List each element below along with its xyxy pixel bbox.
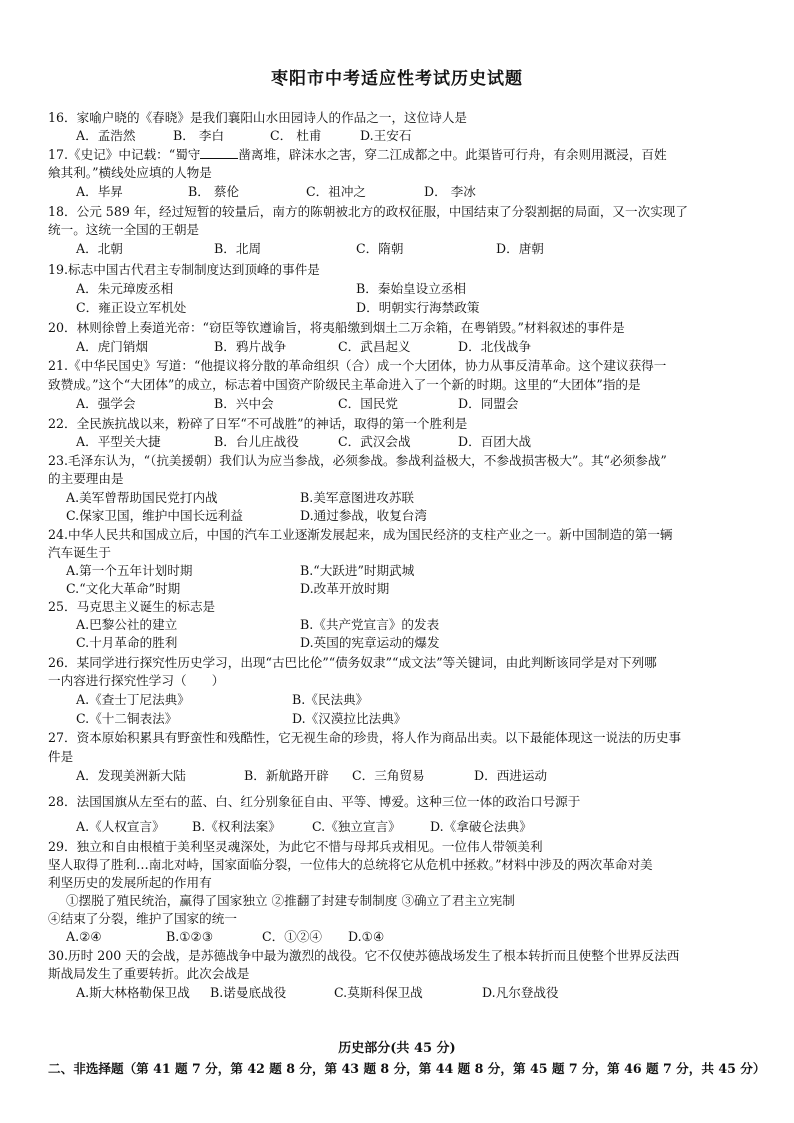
option-a: A.第一个五年计划时期: [66, 563, 193, 578]
option-d: D.凡尔登战役: [482, 985, 559, 1000]
option-b: B．兴中会: [214, 396, 274, 411]
option-c: C．雍正设立军机处: [76, 300, 187, 315]
option-c: C.保家卫国，维护中国长远利益: [66, 508, 243, 523]
question-22-stem: 22．全民族抗战以来，粉碎了日军“不可战胜”的神话，取得的第一个胜利是: [48, 416, 468, 431]
question-21-line-1: 21.《中华民国史》写道：“他提议将分散的革命组织（合）成一个大团体，协力从事反清革命。这个建议获得一: [48, 358, 667, 373]
option-c: C．祖冲之: [306, 184, 367, 199]
section-title: 二、非选择题（第 41 题 7 分，第 42 题 8 分，第 43 题 8 分，第 44 题 8 分，第 45 题 7 分，第 46 题 7 分，共 45 分）: [48, 1061, 766, 1076]
option-d: D．西进运动: [474, 768, 548, 783]
question-29-line-5: ④结束了分裂，维护了国家的统一: [48, 911, 237, 926]
option-d: D.改革开放时期: [300, 581, 390, 596]
question-27-line-2: 件是: [48, 749, 74, 764]
question-28-stem: 28．法国国旗从左至右的蓝、白、红分别象征自由、平等、博爱。这种三位一体的政治口号源于: [48, 794, 581, 809]
option-c: C．国民党: [338, 396, 399, 411]
option-a: A.②④: [66, 929, 102, 944]
question-27-line-1: 27．资本原始积累具有野蛮性和残酷性，它无视生命的珍贵，将人作为商品出卖。以下最能体现这一说法的历史事: [48, 730, 682, 745]
question-16-stem: 16．家喻户晓的《春晓》是我们襄阳山水田园诗人的作品之一，这位诗人是: [48, 110, 468, 125]
option-b: B.美军意图进攻苏联: [300, 490, 415, 505]
option-b: B．台儿庄战役: [214, 434, 299, 449]
option-d: D.王安石: [360, 128, 412, 143]
option-a: A．虎门销烟: [76, 339, 149, 354]
section-heading: 历史部分(共 45 分): [338, 1041, 456, 1056]
option-a: A.斯大林格勒保卫战: [76, 985, 190, 1000]
question-18-line-2: 统一。这统一全国的王朝是: [48, 222, 200, 237]
option-d: D.通过参战，收复台湾: [300, 508, 427, 523]
option-a: A．朱元璋废丞相: [76, 281, 174, 296]
question-21-line-2: 致赞成。”这个“大团体”的成立，标志着中国资产阶级民主革命进入了一个新的时期。这里的“大团体”指的是: [48, 377, 641, 392]
option-d: D． 李冰: [424, 184, 476, 199]
option-d: D.①④: [348, 929, 385, 944]
option-a: A.《查士丁尼法典》: [76, 692, 190, 707]
option-a: A．强学会: [76, 396, 136, 411]
option-b: B.《民法典》: [292, 692, 369, 707]
question-29-line-4: ①摆脱了殖民统治，赢得了国家独立 ②推翻了封建专制制度 ③确立了君主立宪制: [66, 893, 515, 908]
question-23-line-1: 23.毛泽东认为，“（抗美援朝）我们认为应当参战，必须参战。参战利益极大，不参战损害极大”。其“必须参战”: [48, 453, 667, 468]
option-b: B.诺曼底战役: [210, 985, 287, 1000]
question-24-line-1: 24.中华人民共和国成立后，中国的汽车工业逐渐发展起来，成为国民经济的支柱产业之一。新中国制造的第一辆: [48, 527, 673, 542]
question-29-line-3: 利坚历史的发展所起的作用有: [48, 875, 212, 890]
option-a: A．毕昇: [76, 184, 123, 199]
option-b: B.“大跃进”时期武城: [300, 563, 415, 578]
option-a: A.巴黎公社的建立: [76, 617, 178, 632]
option-d: D．明朝实行海禁政策: [356, 300, 480, 315]
page-title: 枣阳市中考适应性考试历史试题: [271, 69, 523, 89]
option-c: C．①②④: [262, 929, 323, 944]
question-25-stem: 25．马克思主义诞生的标志是: [48, 599, 216, 614]
question-20-stem: 20．林则徐曾上奏道光帝：“窃臣等钦遵谕旨，将夷船缴到烟土二万余箱，在粤销毁。”材料叙述的事件是: [48, 320, 625, 335]
option-c: C．隋朝: [356, 241, 404, 256]
question-30-line-1: 30.历时 200 天的会战，是苏德战争中最为激烈的战役。它不仅使苏德战场发生了根本转折而且使整个世界反法西: [48, 948, 680, 963]
option-d: D．百团大战: [458, 434, 532, 449]
question-26-line-2: 一内容进行探究性学习（ ）: [48, 673, 225, 688]
option-c: C．武汉会战: [338, 434, 411, 449]
question-29-line-2: 坚人取得了胜利…南北对峙，国家面临分裂，一位伟大的总统将它从危机中拯救。”材料中涉及的两次革命对美: [48, 857, 653, 872]
option-b: B．北周: [214, 241, 262, 256]
option-c: C.《独立宣言》: [312, 819, 401, 834]
option-d: D．北伐战争: [458, 339, 532, 354]
question-19-stem: 19.标志中国古代君主专制制度达到顶峰的事件是: [48, 262, 320, 277]
option-a: A．发现美洲新大陆: [76, 768, 186, 783]
option-b: B．新航路开辟: [244, 768, 329, 783]
option-d: D．唐朝: [496, 241, 544, 256]
option-c: C．三角贸易: [352, 768, 425, 783]
question-17-line-1: 17.《史记》中记载：“蜀守 凿离堆，辟沫水之害，穿二江成都之中。此渠皆可行舟，有余则用溉浸，百姓: [48, 147, 667, 162]
question-24-line-2: 汽车诞生于: [48, 545, 111, 560]
question-17-line-2: 飨其利。”横线处应填的人物是: [48, 165, 212, 180]
question-29-line-1: 29．独立和自由根植于美利坚灵魂深处，为此它不惜与母邦兵戎相见。一位伟人带领美利: [48, 839, 543, 854]
question-30-line-2: 斯战局发生了重要转折。此次会战是: [48, 966, 250, 981]
option-d: D.英国的宪章运动的爆发: [300, 635, 440, 650]
option-d: D.《汉漠拉比法典》: [292, 711, 407, 726]
option-b: B.《权利法案》: [192, 819, 281, 834]
option-c: C.莫斯科保卫战: [334, 985, 423, 1000]
option-b: B.①②③: [166, 929, 214, 944]
option-a: A.《人权宣言》: [76, 819, 165, 834]
option-c: C.十月革命的胜利: [76, 635, 178, 650]
option-a: A．孟浩然: [76, 128, 136, 143]
option-b: B．秦始皇设立丞相: [356, 281, 467, 296]
option-b: B.《共产党宣言》的发表: [300, 617, 440, 632]
option-b: B．鸦片战争: [214, 339, 287, 354]
option-a: A．平型关大捷: [76, 434, 161, 449]
option-c: C.《十二铜表法》: [76, 711, 178, 726]
option-b: B． 李白: [173, 128, 225, 143]
option-d: D．同盟会: [458, 396, 519, 411]
option-a: A．北朝: [76, 241, 123, 256]
option-d: D.《拿破仑法典》: [430, 819, 532, 834]
option-c: C.“文化大革命”时期: [66, 581, 181, 596]
question-23-line-2: 的主要理由是: [48, 471, 124, 486]
question-18-line-1: 18．公元 589 年，经过短暂的较量后，南方的陈朝被北方的政权征服，中国结束了分裂割据的局面，又一次实现了: [48, 204, 688, 219]
question-26-line-1: 26．某同学进行探究性历史学习，出现“古巴比伦”“债务奴隶”“成文法”等关键词，由此判断该同学是对下列哪: [48, 655, 657, 670]
option-b: B． 蔡伦: [188, 184, 240, 199]
option-c: C．武昌起义: [338, 339, 411, 354]
option-c: C． 杜甫: [270, 128, 322, 143]
option-a: A.美军曾帮助国民党打内战: [66, 490, 218, 505]
